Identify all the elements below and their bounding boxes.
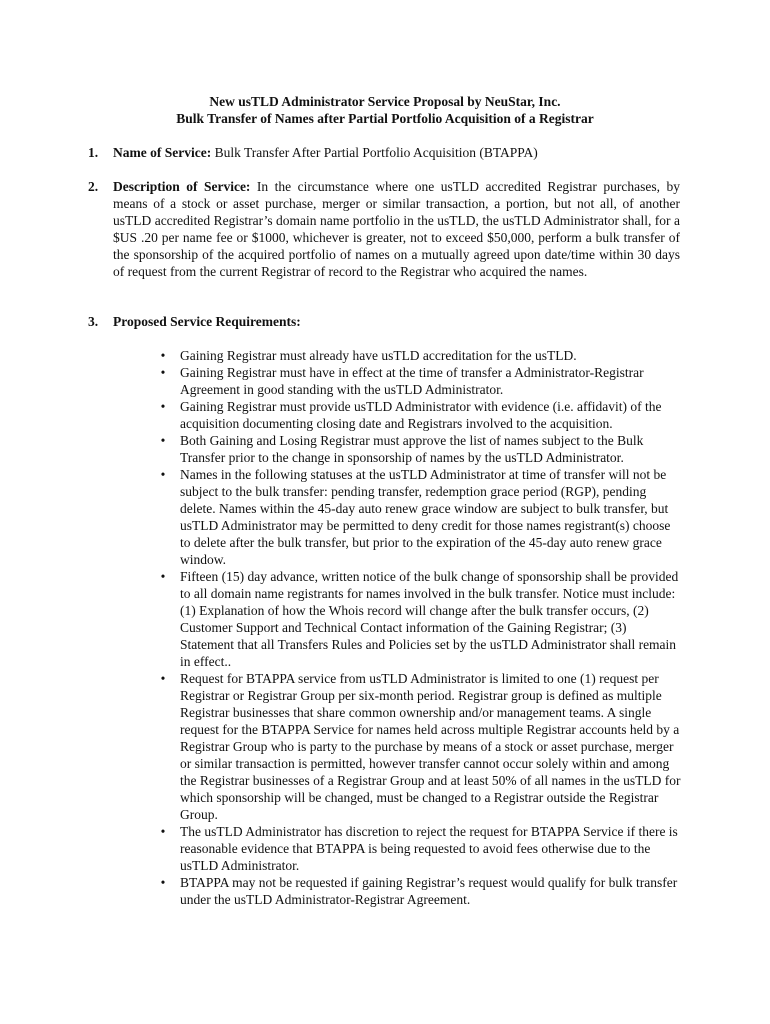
section-2-text: In the circumstance where one usTLD accredited Registrar purchases, by means of a stock or asset purchase, merger or similar transaction, a portion, but not all, of another usTLD accredited Registrar’s domain name portfolio in the usTLD, the usTLD Administrator shall, for a $US .20 per name fee or $1000, whichever is greater, not to exceed $50,000, perform a bulk transfer of the sponsorship of the acquired portfolio of names on a mutually agreed upon date/time within 30 days of request from the current Registrar of record to the Registrar who acquired the names.: [113, 179, 680, 279]
list-item-text: Gaining Registrar must provide usTLD Administrator with evidence (i.e. affidavit) of the acquisition documenting closing date and Registrars involved to the acquisition.: [180, 399, 662, 431]
section-1-text: Bulk Transfer After Partial Portfolio Acquisition (BTAPPA): [211, 145, 538, 160]
list-item: [158, 432, 683, 466]
bullet-icon: •: [160, 365, 166, 380]
list-item: [158, 466, 683, 568]
section-2-number: 2.: [88, 179, 99, 194]
list-item-text: Fifteen (15) day advance, written notice of the bulk change of sponsorship shall be provided to all domain name registrants for names involved in the bulk transfer. Notice must include: (1) Explanation of how the Whois record will change after the bulk transfer occurs, (2) Customer Support and Technical Contact information of the Gaining Registrar; (3) Statement that all Transfers Rules and Policies set by the usTLD Administrator shall remain in effect..: [180, 569, 679, 669]
bullet-icon: •: [160, 467, 166, 482]
bullet-icon: •: [160, 824, 166, 839]
list-item-text: The usTLD Administrator has discretion to reject the request for BTAPPA Service if there is reasonable evidence that BTAPPA is being requested to avoid fees otherwise due to the usTLD Administrator.: [180, 824, 678, 873]
requirements-list: [158, 347, 683, 908]
bullet-icon: •: [160, 399, 166, 414]
section-2-heading: Description of Service:: [113, 179, 251, 194]
list-item: [158, 398, 683, 432]
section-1-heading: Name of Service:: [113, 145, 212, 160]
list-item: [158, 670, 683, 823]
section-3-heading: Proposed Service Requirements:: [113, 314, 301, 329]
list-item: [158, 568, 683, 670]
section-3: [113, 313, 680, 330]
section-1: [113, 144, 680, 161]
bullet-icon: •: [160, 569, 166, 584]
list-item: [158, 364, 683, 398]
list-item: [158, 347, 683, 364]
list-item: [158, 823, 683, 874]
section-3-number: 3.: [88, 314, 99, 329]
list-item-text: Names in the following statuses at the usTLD Administrator at time of transfer will not be subject to the bulk transfer: pending transfer, redemption grace period (RGP), pending delete. Names within the 45-day auto renew grace window are subject to bulk transfer, but usTLD Administrator may be permitted to deny credit for those names registrant(s) choose to delete after the bulk transfer, but prior to the expiration of the 45-day auto renew grace window.: [180, 467, 671, 567]
bullet-icon: •: [160, 348, 166, 363]
document-title: New usTLD Administrator Service Proposal by NeuStar, Inc.: [209, 94, 561, 109]
section-1-number: 1.: [88, 145, 99, 160]
bullet-icon: •: [160, 433, 166, 448]
section-2: [113, 178, 680, 280]
list-item-text: BTAPPA may not be requested if gaining Registrar’s request would qualify for bulk transfer under the usTLD Administrator-Registrar Agreement.: [180, 875, 678, 907]
list-item-text: Both Gaining and Losing Registrar must approve the list of names subject to the Bulk Transfer prior to the change in sponsorship of names by the usTLD Administrator.: [180, 433, 644, 465]
list-item-text: Request for BTAPPA service from usTLD Administrator is limited to one (1) request per Registrar or Registrar Group per six-month period. Registrar group is defined as multiple Registrar businesses that share common ownership and/or management teams. A single request for the BTAPPA Service for names held across multiple Registrar accounts held by a Registrar Group who is party to the purchase by means of a stock or asset purchase, merger or similar transaction is permitted, however transfer cannot occur solely within and among the Registrar businesses of a Registrar Group and at least 50% of all names in the usTLD for which sponsorship will be changed, must be changed to a Registrar outside the Registrar Group.: [180, 671, 681, 822]
bullet-icon: •: [160, 875, 166, 890]
list-item-text: Gaining Registrar must already have usTLD accreditation for the usTLD.: [180, 348, 577, 363]
bullet-icon: •: [160, 671, 166, 686]
list-item-text: Gaining Registrar must have in effect at the time of transfer a Administrator-Registrar Agreement in good standing with the usTLD Administrator.: [180, 365, 644, 397]
list-item: [158, 874, 683, 908]
document-subtitle: Bulk Transfer of Names after Partial Portfolio Acquisition of a Registrar: [176, 111, 594, 126]
